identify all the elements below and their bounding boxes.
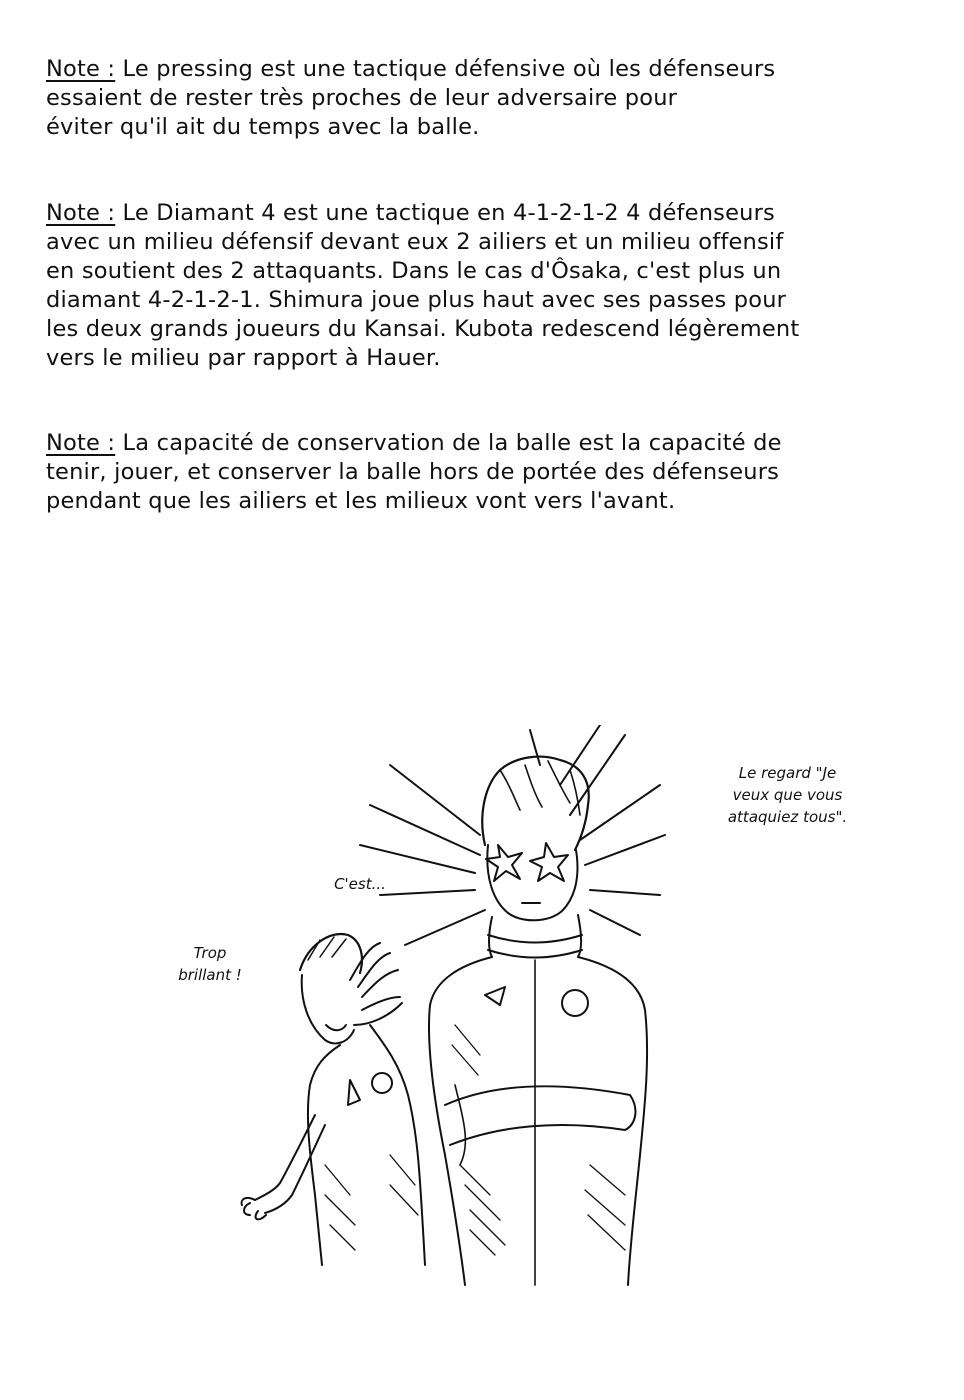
note-text: tenir, jouer, et conserver la balle hors de portée des défenseurs	[46, 459, 780, 485]
speech-line: veux que vous	[732, 786, 843, 804]
speech-line: Trop	[193, 944, 227, 962]
speech-line: attaquiez tous".	[727, 808, 848, 826]
note-text: Le Diamant 4 est une tactique en 4-1-2-1-2 4 défenseurs	[115, 200, 775, 226]
shine-lines	[360, 725, 665, 945]
speech-line: C'est...	[334, 875, 386, 893]
note-text: avec un milieu défensif devant eux 2 ailiers et un milieu offensif	[46, 229, 784, 255]
note-text: essaient de rester très proches de leur adversaire pour	[46, 85, 678, 111]
note-text: pendant que les ailiers et les milieux vont vers l'avant.	[46, 488, 676, 514]
note-text: éviter qu'il ait du temps avec la balle.	[46, 114, 480, 140]
illustration	[230, 725, 680, 1295]
speech-line: brillant !	[178, 966, 242, 984]
note-text: vers le milieu par rapport à Hauer.	[46, 345, 441, 371]
note-label: Note :	[46, 56, 116, 82]
speech-regard	[700, 762, 875, 828]
note-pressing	[46, 55, 866, 142]
note-text: les deux grands joueurs du Kansai. Kubota redescend légèrement	[46, 316, 800, 342]
note-text: diamant 4-2-1-2-1. Shimura joue plus haut avec ses passes pour	[46, 287, 787, 313]
note-text: La capacité de conservation de la balle est la capacité de	[115, 430, 782, 456]
note-text: Le pressing est une tactique défensive où les défenseurs	[115, 56, 776, 82]
note-label: Note :	[46, 430, 116, 456]
note-diamant	[46, 199, 866, 373]
short-figure	[242, 934, 425, 1265]
note-conservation	[46, 429, 866, 516]
tall-figure	[429, 757, 647, 1285]
note-label: Note :	[46, 200, 116, 226]
speech-line: Le regard "Je	[738, 764, 837, 782]
note-text: en soutient des 2 attaquants. Dans le cas d'Ôsaka, c'est plus un	[46, 258, 782, 284]
